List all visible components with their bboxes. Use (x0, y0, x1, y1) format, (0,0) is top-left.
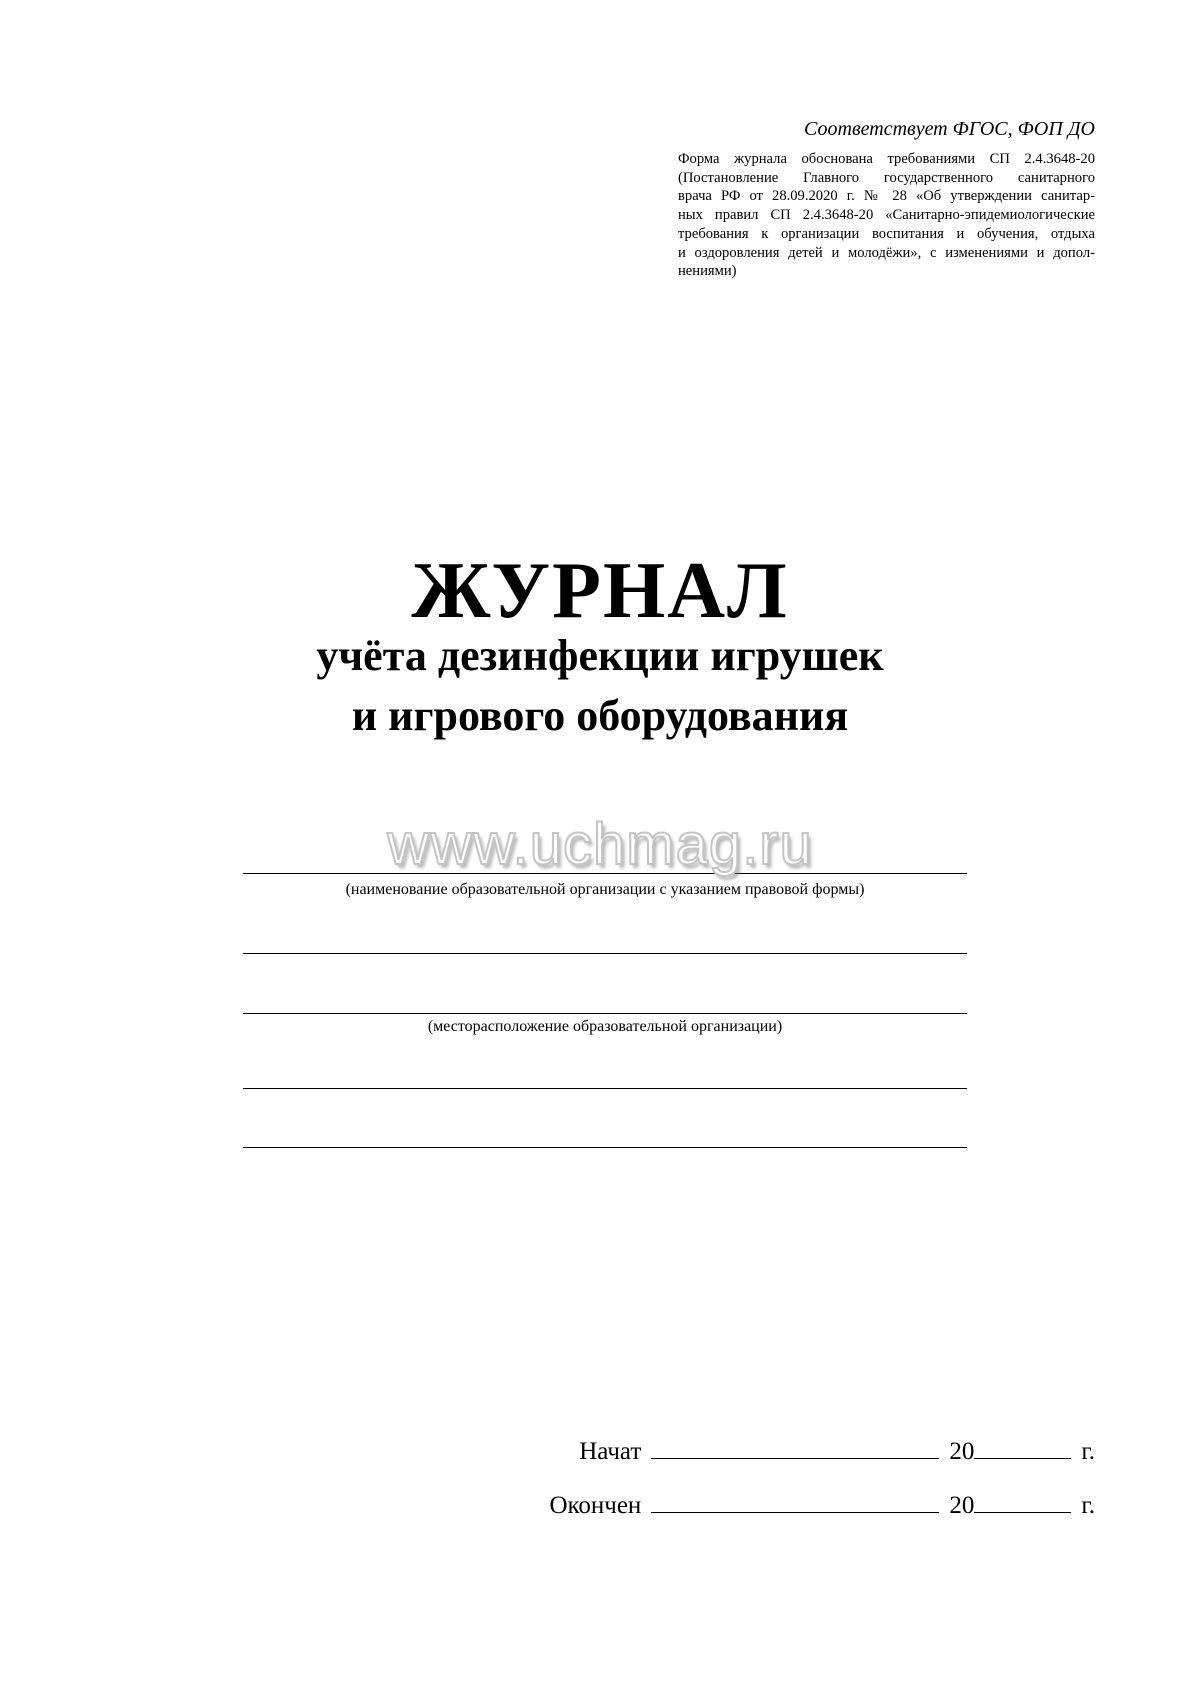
started-year-field[interactable] (974, 1432, 1071, 1459)
journal-title: ЖУРНАЛ (411, 547, 789, 635)
ended-row (549, 1486, 1095, 1522)
started-label: Начат (579, 1438, 642, 1465)
basis-line: врача РФ от 28.09.2020 г. № 28 «Об утверждении санитар- (678, 188, 1095, 205)
started-year-suffix: г. (1081, 1438, 1095, 1465)
journal-subtitle-line2: и игрового оборудования (351, 691, 849, 740)
ended-date-field[interactable] (651, 1486, 939, 1513)
location-line-2[interactable] (243, 1088, 967, 1089)
regulatory-basis (678, 150, 1095, 281)
ended-label: Окончен (549, 1492, 642, 1519)
basis-line: ных правил СП 2.4.3648-20 «Санитарно-эпидемиологические (678, 207, 1095, 224)
basis-line: нениями) (678, 263, 737, 280)
watermark: www.uchmag.ru (387, 812, 813, 877)
started-row (579, 1432, 1095, 1468)
journal-subtitle-line1: учёта дезинфекции игрушек (316, 631, 884, 680)
organization-caption: (наименование образовательной организации с указанием правовой формы) (345, 881, 865, 898)
compliance-note: Соответствует ФГОС, ФОП ДО (804, 118, 1095, 140)
location-line-3[interactable] (243, 1147, 967, 1148)
ended-year-prefix: 20 (949, 1492, 975, 1519)
basis-line: требования к организации воспитания и обучения, отдыха (678, 225, 1095, 242)
location-caption: (месторасположение образовательной организации) (427, 1018, 783, 1035)
organization-name-line-2[interactable] (243, 953, 967, 954)
ended-year-suffix: г. (1081, 1492, 1095, 1519)
started-year-prefix: 20 (949, 1438, 975, 1465)
basis-line: Форма журнала обоснована требованиями СП 2.4.3648-20 (678, 151, 1095, 167)
ended-year-field[interactable] (974, 1486, 1071, 1513)
basis-line: (Постановление Главного государственного санитарного (678, 169, 1095, 186)
basis-line: и оздоровления детей и молодёжи», с изменениями и допол- (678, 244, 1095, 261)
location-line[interactable] (243, 1013, 967, 1014)
started-date-field[interactable] (651, 1432, 939, 1459)
